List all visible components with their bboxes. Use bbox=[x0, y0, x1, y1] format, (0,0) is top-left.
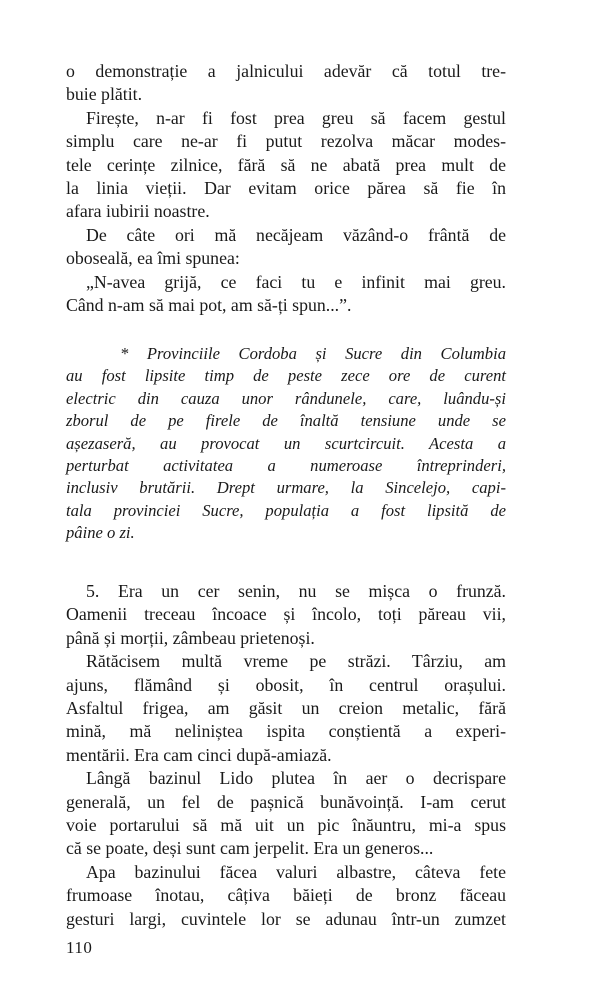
text-line: 5. Era un cer senin, nu se mișca o frunză. bbox=[86, 581, 506, 601]
text-line: mentării. Era cam cinci după-amiază. bbox=[66, 744, 332, 765]
text-line: Când n-am să mai pot, am să-ți spun...”. bbox=[66, 295, 352, 316]
footnote-line: perturbat activitatea a numeroase întreprinderi, bbox=[66, 456, 506, 476]
paragraph bbox=[66, 580, 506, 650]
footnote-line: electric din cauza unor rândunele, care, luându-și bbox=[66, 388, 506, 408]
text-line: Oamenii treceau încoace și încolo, toți păreau vii, bbox=[66, 604, 506, 625]
text-line: „N-avea grijă, ce faci tu e infinit mai greu. bbox=[86, 271, 506, 292]
text-line: frumoase înotau, câțiva băieți de bronz făceau bbox=[66, 885, 506, 906]
text-line: simplu care ne-ar fi putut rezolva măcar modes- bbox=[66, 131, 506, 152]
footnote bbox=[66, 343, 506, 545]
text-line: la linia vieții. Dar evitam orice părea să fie în bbox=[66, 178, 506, 199]
paragraph bbox=[66, 60, 506, 107]
text-line: buie plătit. bbox=[66, 84, 143, 105]
paragraph bbox=[66, 107, 506, 224]
footnote-line: inclusiv brutării. Drept urmare, la Sincelejo, capi- bbox=[66, 478, 506, 498]
footnote-line: pâine o zi. bbox=[66, 523, 135, 543]
text-block-top bbox=[66, 60, 506, 317]
text-line: voie portarului să mă uit un pic înăuntru, mi-a spus bbox=[66, 815, 506, 836]
text-line: că se poate, deși sunt cam jerpelit. Era un generos... bbox=[66, 838, 434, 859]
text-line: până și morții, zâmbeau prietenoși. bbox=[66, 627, 315, 648]
text-line: De câte ori mă necăjeam văzând-o frântă de bbox=[86, 224, 506, 245]
text-line: gesturi largi, cuvintele lor se adunau într-un zumzet bbox=[66, 908, 506, 929]
paragraph bbox=[66, 767, 506, 861]
page-number: 110 bbox=[66, 938, 93, 957]
text-line: Apa bazinului făcea valuri albastre, câteva fete bbox=[86, 861, 506, 882]
text-line: tele cerințe zilnice, fără să ne abată prea mult de bbox=[66, 154, 506, 175]
text-line: Asfaltul frigea, am găsit un creion metalic, fără bbox=[66, 698, 506, 719]
text-line: Firește, n-ar fi fost prea greu să facem gestul bbox=[86, 107, 506, 128]
text-line: Rătăcisem multă vreme pe străzi. Târziu, am bbox=[86, 651, 506, 672]
text-line: o demonstrație a jalnicului adevăr că totul tre- bbox=[66, 61, 506, 81]
paragraph bbox=[66, 861, 506, 931]
footnote-line: * Provinciile Cordoba și Sucre din Columbia bbox=[120, 344, 506, 363]
footnote-line: zborul de pe firele de înaltă tensiune unde se bbox=[66, 411, 506, 431]
paragraph bbox=[66, 650, 506, 767]
text-line: oboseală, ea îmi spunea: bbox=[66, 248, 240, 269]
text-line: ajuns, flămând și obosit, în centrul orașului. bbox=[66, 674, 506, 695]
text-block-bottom bbox=[66, 580, 506, 931]
text-line: Lângă bazinul Lido plutea în aer o decrispare bbox=[86, 768, 506, 789]
text-line: afara iubirii noastre. bbox=[66, 201, 210, 222]
paragraph bbox=[66, 271, 506, 318]
footnote-line: tala provinciei Sucre, populația a fost lipsită de bbox=[66, 500, 506, 520]
footnote-line: așezaseră, au provocat un scurtcircuit. Acesta a bbox=[66, 433, 506, 453]
paragraph bbox=[66, 224, 506, 271]
text-line: generală, un fel de pașnică bunăvoință. I-am cerut bbox=[66, 791, 506, 812]
text-line: mină, mă neliniștea ispita conștientă a experi- bbox=[66, 721, 506, 742]
footnote-line: au fost lipsite timp de peste zece ore de curent bbox=[66, 366, 506, 386]
